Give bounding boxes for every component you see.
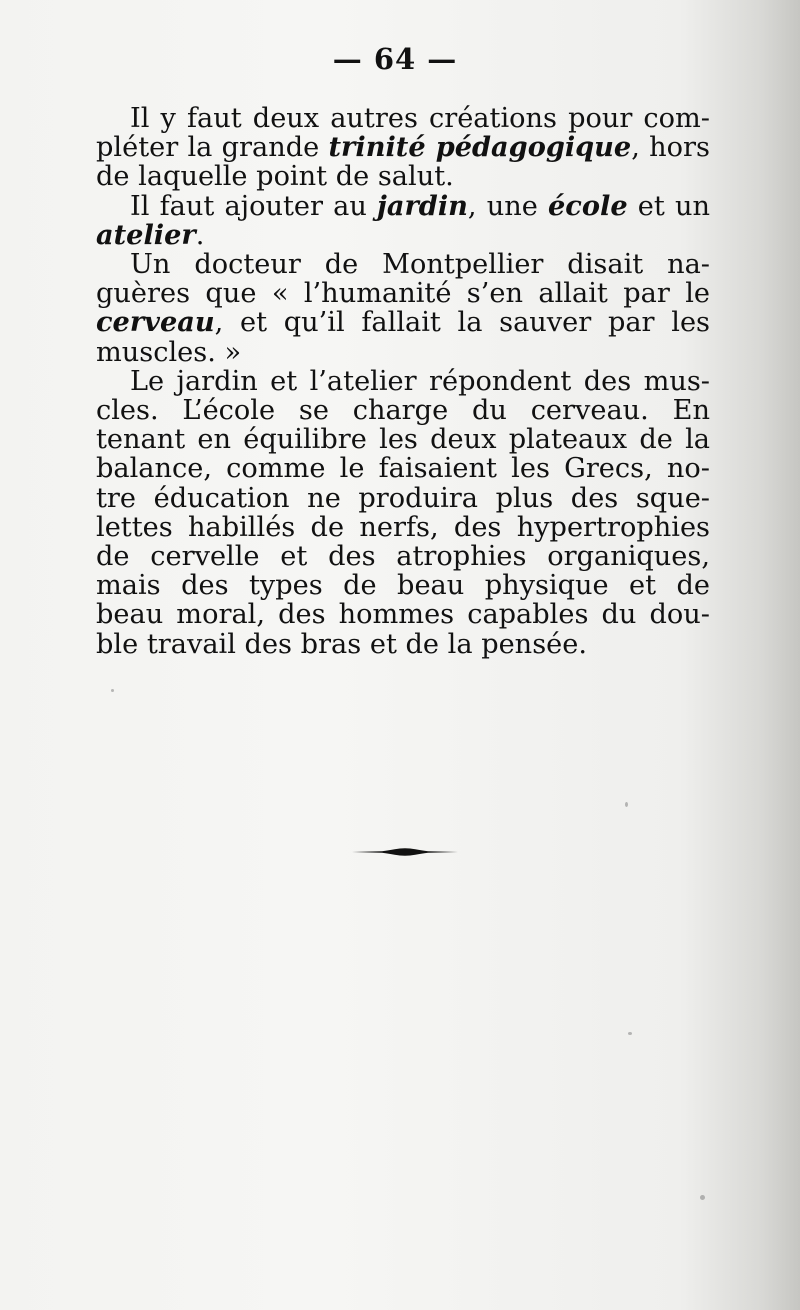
emphasis-text: école [548,189,628,222]
text-line: guères que « l’humanité s’en allait par le [96,278,710,310]
text-line: Le jardin et l’atelier répondent des mus- [130,365,710,397]
text-line: pléter la grande trinité pédagogique, hors [96,131,710,164]
paper-speck [625,802,628,807]
emphasis-text: trinité pédagogique [328,131,632,164]
text-line: tenant en équilibre les deux plateaux de la [96,424,710,456]
text-line: beau moral, des hommes capables du dou- [96,599,710,631]
text-line: ble travail des bras et de la pensée. [96,628,587,660]
tail-ornament-icon [352,846,458,858]
text-line: cles. L’école se charge du cerveau. En [96,395,710,427]
text-line: Il faut ajouter au jardin, une école et un [130,189,710,222]
emphasis-text: atelier [96,218,196,251]
text-line: de cervelle et des atrophies organiques, [96,541,710,573]
text-line: tre éducation ne produira plus des sque- [96,482,710,514]
text-line: cerveau, et qu’il fallait la sauver par les [96,306,710,339]
paper-speck [628,1032,632,1035]
text-line: Un docteur de Montpellier disait na- [130,249,710,281]
paper-speck [700,1195,705,1200]
text-line: Il y faut deux autres créations pour com- [130,103,710,134]
text-line: muscles. » [96,336,242,368]
text-line: de laquelle point de salut. [96,161,454,193]
paper-speck [111,689,114,692]
text-line: atelier. [96,218,205,251]
emphasis-text: cerveau [96,306,215,339]
body-text [96,104,710,659]
text-line: lettes habillés de nerfs, des hypertrophies [96,511,710,543]
text-line: mais des types de beau physique et de [96,570,710,602]
text-line: balance, comme le faisaient les Grecs, no- [96,453,710,485]
page-number: — 64 — [332,42,458,76]
emphasis-text: jardin [377,189,468,222]
